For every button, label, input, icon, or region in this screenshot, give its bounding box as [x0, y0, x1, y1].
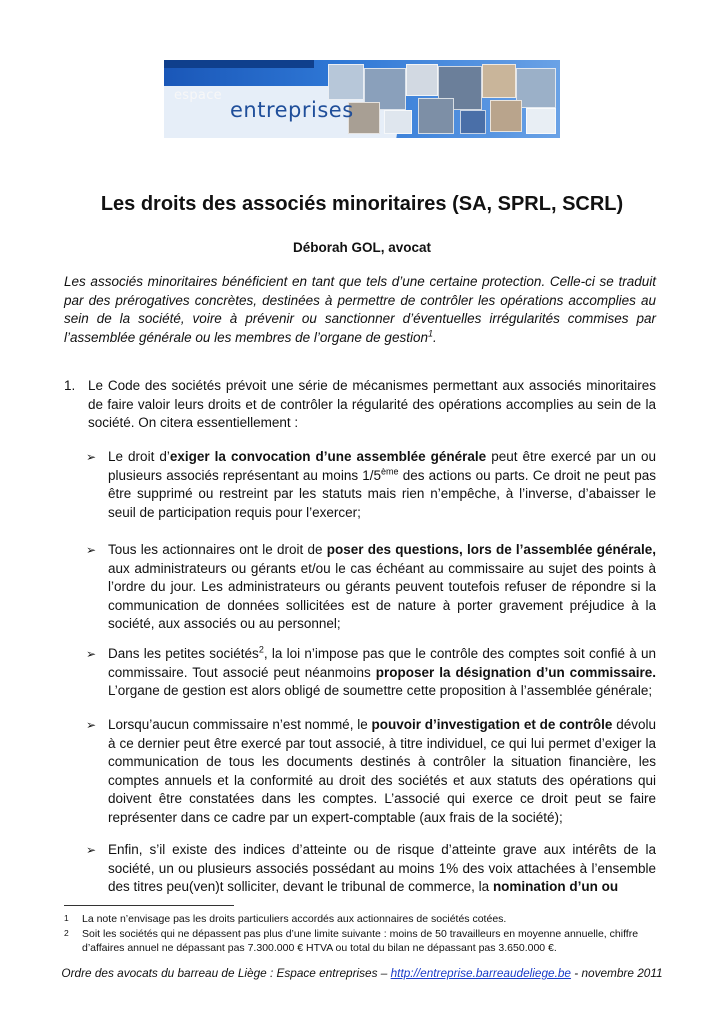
text-run: aux administrateurs ou gérants et/ou le cas échéant au commissaire au sujet des points à l’ordre du jour. Les administrateurs ou gérants peuvent toutefois refuser de répondre si la communication de données sollicitées est de nature à porter gravement préjudice à la société, aux associés ou au personnel; [108, 560, 656, 632]
text-run: , la loi n’impose pas que le contrôle des comptes soit confié à un commissaire. Tout associé peut néanmoins [108, 646, 656, 680]
photo-tile [490, 100, 522, 132]
footnote-separator [64, 905, 234, 906]
photo-tile [384, 110, 412, 134]
bullet-item [86, 541, 656, 634]
intro-paragraph [64, 273, 656, 347]
bold-run: poser des questions, lors de l’assemblée générale, [326, 542, 656, 557]
intro-end: . [432, 329, 437, 345]
text-run: L’organe de gestion est alors obligé de soumettre cette proposition à l’assemblée générale; [108, 683, 653, 699]
photo-tile [516, 68, 556, 108]
numbered-list [64, 377, 656, 433]
footnote-ref-1: 1 [427, 328, 433, 339]
intro-text: Les associés minoritaires bénéficient en tant que tels d’une certaine protection. Celle-ci se traduit par des prérogatives concrètes, destinées à permettre de contrôler les opérations accomplies au sein de la société, voire à prévenir ou sanctionner d’éventuelles irrégularités commises par l’assemblée générale ou les membres de l’organe de gestion [64, 274, 656, 345]
text-run: Dans les petites sociétés [108, 646, 259, 661]
footer-text: Ordre des avocats du barreau de Liège : Espace entreprises – [61, 966, 391, 980]
footnote-ref-2: 2 [258, 644, 264, 655]
text-run: Tous les actionnaires ont le droit de [108, 542, 327, 557]
bullet-item [86, 841, 656, 897]
banner-photo-tiles [328, 64, 556, 134]
footnote-1 [64, 912, 656, 926]
text-run: Lorsqu’aucun commissaire n’est nommé, le [108, 717, 372, 732]
text-run: Le droit d’ [108, 449, 170, 464]
logo-word-espace: espace [174, 88, 222, 103]
footnote-number: 2 [64, 928, 69, 938]
footnote-text: La note n’envisage pas les droits particuliers accordés aux actionnaires de sociétés cotées. [82, 913, 507, 925]
superscript: ème [381, 466, 399, 477]
arrow-bullet-icon: ➢ [86, 718, 97, 732]
bullet-text [108, 841, 656, 897]
page-footer [0, 966, 724, 980]
photo-tile [460, 110, 486, 134]
arrow-bullet-icon: ➢ [86, 647, 97, 661]
photo-tile [418, 98, 454, 134]
bullet-text [108, 716, 656, 828]
banner-top-bar [164, 60, 314, 68]
arrow-bullet-icon: ➢ [86, 543, 97, 557]
document-title: Les droits des associés minoritaires (SA, SPRL, SCRL) [100, 193, 624, 215]
bullet-text [108, 645, 656, 701]
arrow-bullet-icon: ➢ [86, 843, 97, 857]
footnote-text: Soit les sociétés qui ne dépassent pas plus d’une limite suivante : moins de 50 travailleurs en moyenne annuelle, chiffre d’affaires annuel ne dépassant pas 7.300.000 € HTVA ou total du bilan ne dépassant pas 3.650.000 €. [82, 928, 639, 954]
bold-run: exiger la convocation d’une assemblée générale [169, 449, 487, 464]
bold-run: pouvoir d’investigation et de contrôle [371, 717, 613, 732]
footer-link[interactable]: http://entreprise.barreaudeliege.be [390, 966, 571, 980]
bold-run: nomination d’un ou [492, 879, 619, 895]
list-number: 1. [64, 378, 76, 393]
logo-word-entreprises: entreprises [230, 98, 354, 122]
footer-date: - novembre 2011 [570, 966, 663, 980]
list-item [64, 377, 656, 433]
photo-tile [328, 64, 364, 100]
text-run: des actions ou parts. Ce droit ne peut pas être supprimé ou restreint par les statuts mais rien n’empêche, à l’inverse, d’abaisser le seuil de participation requis pour l’exercer; [108, 467, 656, 520]
text-run: peut être exercé par un ou plusieurs associés représentant au moins 1/5 [108, 449, 656, 483]
bullet-text [108, 448, 656, 522]
photo-tile [482, 64, 516, 98]
text-run: dévolu à ce dernier peut être exercé par tout associé, à titre individuel, ce qui lui permet d’exiger la communication de tous les documents destinés à contrôler la situation financière, les comptes annuels et la conformité au droit des sociétés et aux statuts des opérations qui doivent être constatées dans les comptes. L’associé qui exerce ce droit peut se faire représenter dans ce cadre par un expert-comptable (aux frais de la société); [108, 717, 656, 825]
arrow-bullet-icon: ➢ [86, 450, 97, 464]
bullet-item [86, 448, 656, 522]
bullet-text [108, 541, 656, 634]
text-run: Enfin, s’il existe des indices d’atteinte ou de risque d’atteinte grave aux intérêts de la société, un ou plusieurs associés possédant au moins 1% des voix attachées à l’ensemble des titres peu(ven)t solliciter, devant le tribunal de commerce, la [108, 842, 656, 895]
espace-entreprises-banner [164, 60, 560, 138]
bullet-item [86, 645, 656, 701]
photo-tile [406, 64, 438, 96]
bullet-item [86, 716, 656, 828]
author-line: Déborah GOL, avocat [292, 240, 432, 255]
photo-tile [526, 108, 556, 134]
footnote-2 [64, 927, 656, 955]
footnote-number: 1 [64, 913, 69, 923]
bold-run: proposer la désignation d’un commissaire. [375, 664, 656, 680]
list-item-text: Le Code des sociétés prévoit une série de mécanismes permettant aux associés minoritaires de faire valoir leurs droits et de contrôler la régularité des opérations accomplies au sein de la société. On citera essentiellement : [88, 378, 656, 431]
